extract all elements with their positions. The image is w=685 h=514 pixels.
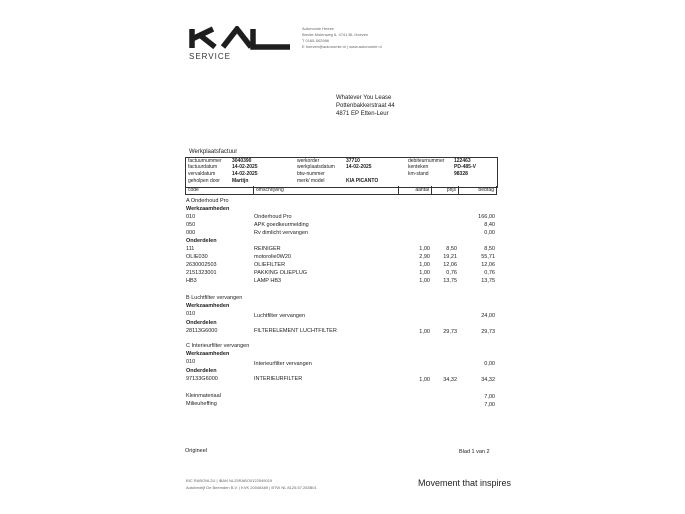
recipient-street: Pottenbakkerstraat 44 [336, 103, 395, 109]
col-code: code [188, 187, 199, 193]
b-onder-0-prijs: 29,73 [443, 329, 457, 335]
col-aantal: aantal [415, 187, 429, 193]
a-onder-0-aantal: 1,00 [419, 246, 430, 252]
label-werkorder: werkorder [297, 158, 320, 164]
value-geholpen-door: Martijn [232, 178, 249, 184]
a-werk-2-code: 000 [186, 230, 196, 236]
a-onder-4-aantal: 1,00 [419, 278, 430, 284]
a-werk-2-bedrag: 0,00 [484, 230, 495, 236]
value-werkplaatsdatum: 14-02-2025 [346, 164, 372, 170]
a-onder-4-prijs: 13,75 [443, 278, 457, 284]
col-omschrijving: omschrijving [256, 187, 284, 193]
extra-kleinmateriaal-bedrag: 7,00 [484, 394, 495, 400]
page-number: Blad 1 van 2 [459, 449, 490, 455]
a-onder-1-code: OLIE030 [186, 254, 208, 260]
c-werk-0-desc: Interieurfilter vervangen [254, 361, 312, 367]
a-onder-3-desc: PAKKING OLIEPLUG [254, 270, 308, 276]
a-onder-2-bedrag: 12,06 [481, 262, 495, 268]
a-werk-0-code: 010 [186, 214, 196, 220]
section-a-title: A Onderhoud Pro [186, 198, 229, 204]
origineel-label: Origineel [185, 448, 208, 454]
a-onder-0-desc: REINIGER [254, 246, 281, 252]
kia-logo-icon [189, 26, 294, 50]
label-debiteurnummer: debiteurnummer [408, 158, 445, 164]
section-b-onder-label: Onderdelen [186, 320, 217, 326]
label-btw-nummer: btw-nummer [297, 171, 325, 177]
a-werk-1-desc: APK goedkeurmelding [254, 222, 309, 228]
c-werk-0-bedrag: 0,00 [484, 361, 495, 367]
invoice-title: Werkplaatsfactuur [189, 149, 238, 155]
label-geholpen-door: geholpen door [188, 178, 220, 184]
a-onder-1-bedrag: 55,71 [481, 254, 495, 260]
c-onder-0-desc: INTERIEURFILTER [254, 376, 303, 382]
value-vervaldatum: 14-02-2025 [232, 171, 258, 177]
value-factuurdatum: 14-02-2025 [232, 164, 258, 170]
recipient-name: Whatever You Lease [336, 95, 392, 101]
section-c-werk-label: Werkzaamheden [186, 351, 230, 357]
company-line: Autobedrijf De Beemden B.V. | KVK 20048489 | BTW NL 8125.57.263B01 [186, 485, 317, 490]
section-c-title: C Interieurfilter vervangen [186, 343, 250, 349]
value-factuurnummer: 3040390 [232, 158, 252, 164]
c-onder-0-prijs: 34,32 [443, 377, 457, 383]
b-werk-0-bedrag: 24,00 [481, 313, 495, 319]
label-werkplaatsdatum: werkplaatsdatum [297, 164, 335, 170]
a-werk-1-code: 050 [186, 222, 196, 228]
b-onder-0-aantal: 1,00 [419, 329, 430, 335]
label-factuurdatum: factuurdatum [188, 164, 218, 170]
a-onder-3-bedrag: 0,76 [484, 270, 495, 276]
company-street: Bredie Molenweg 6, 4741 BL Hoeven [302, 32, 369, 37]
extra-milieuheffing-bedrag: 7,00 [484, 402, 495, 408]
b-onder-0-code: 28113G6000 [186, 328, 218, 334]
a-onder-1-desc: motorolie0W20 [254, 254, 291, 260]
section-a-werk-label: Werkzaamheden [186, 206, 230, 212]
a-onder-1-prijs: 19,21 [443, 254, 457, 260]
bank-line: BIC RABONL2U | IBAN NL25RABO0122549019 [186, 478, 273, 483]
a-werk-0-bedrag: 166,00 [478, 214, 495, 220]
a-onder-4-desc: LAMP HB3 [254, 278, 282, 284]
label-merk-model: merk/ model [297, 178, 325, 184]
a-werk-2-desc: Rv dimlicht vervangen [254, 230, 309, 236]
label-vervaldatum: vervaldatum [188, 171, 216, 177]
company-name: Autonomie Heeze [302, 26, 334, 31]
label-km-stand: km-stand [408, 171, 429, 177]
b-onder-0-bedrag: 29,73 [481, 329, 495, 335]
a-onder-2-desc: OLIEFILTER [254, 262, 286, 268]
a-werk-0-desc: Onderhoud Pro [254, 214, 292, 220]
b-werk-0-desc: Luchtfilter vervangen [254, 313, 306, 319]
a-onder-4-bedrag: 13,75 [481, 278, 495, 284]
label-factuurnummer: factuurnummer [188, 158, 222, 164]
b-onder-0-desc: FILTERELEMENT LUCHTFILTER [254, 328, 337, 334]
extra-milieuheffing-label: Milieuheffing [186, 401, 217, 407]
a-onder-0-prijs: 8,50 [446, 246, 457, 252]
section-a-onder-label: Onderdelen [186, 238, 217, 244]
section-b-werk-label: Werkzaamheden [186, 303, 230, 309]
col-bedrag: bedrag [478, 187, 494, 193]
slogan: Movement that inspires [418, 478, 512, 488]
service-label: SERVICE [189, 52, 231, 61]
a-onder-0-code: 111 [186, 246, 195, 252]
value-debiteurnummer: 122463 [454, 158, 471, 164]
recipient-city: 4871 EP Etten-Leur [336, 111, 389, 117]
company-contact: E hoeven@autonomie.nl | www.autonomie.nl [302, 44, 382, 49]
a-onder-3-aantal: 1,00 [419, 270, 430, 276]
a-onder-1-aantal: 2,90 [419, 254, 430, 260]
a-onder-2-aantal: 1,00 [419, 262, 430, 268]
extra-kleinmateriaal-label: Kleinmateriaal [186, 393, 221, 399]
col-prijs: prijs [446, 187, 456, 193]
a-onder-2-prijs: 12,06 [443, 262, 457, 268]
c-werk-0-code: 010 [186, 359, 196, 365]
value-km-stand: 98328 [454, 171, 468, 177]
a-werk-1-bedrag: 8,40 [484, 222, 495, 228]
a-onder-4-code: HB3 [186, 278, 197, 284]
label-kenteken: kenteken [408, 164, 429, 170]
a-onder-3-code: 2151323001 [186, 270, 217, 276]
section-b-title: B Luchtfilter vervangen [186, 295, 243, 301]
company-phone: T 0165-502986 [302, 38, 330, 43]
value-werkorder: 37710 [346, 158, 360, 164]
a-onder-2-code: 2630002503 [186, 262, 217, 268]
b-werk-0-code: 010 [186, 311, 196, 317]
section-c-onder-label: Onderdelen [186, 368, 217, 374]
value-merk-model: KIA PICANTO [346, 178, 379, 184]
a-onder-0-bedrag: 8,50 [484, 246, 495, 252]
c-onder-0-code: 97133G6000 [186, 376, 218, 382]
c-onder-0-aantal: 1,00 [419, 377, 430, 383]
value-kenteken: PD-485-V [454, 164, 476, 170]
a-onder-3-prijs: 0,76 [446, 270, 457, 276]
c-onder-0-bedrag: 34,32 [481, 377, 495, 383]
